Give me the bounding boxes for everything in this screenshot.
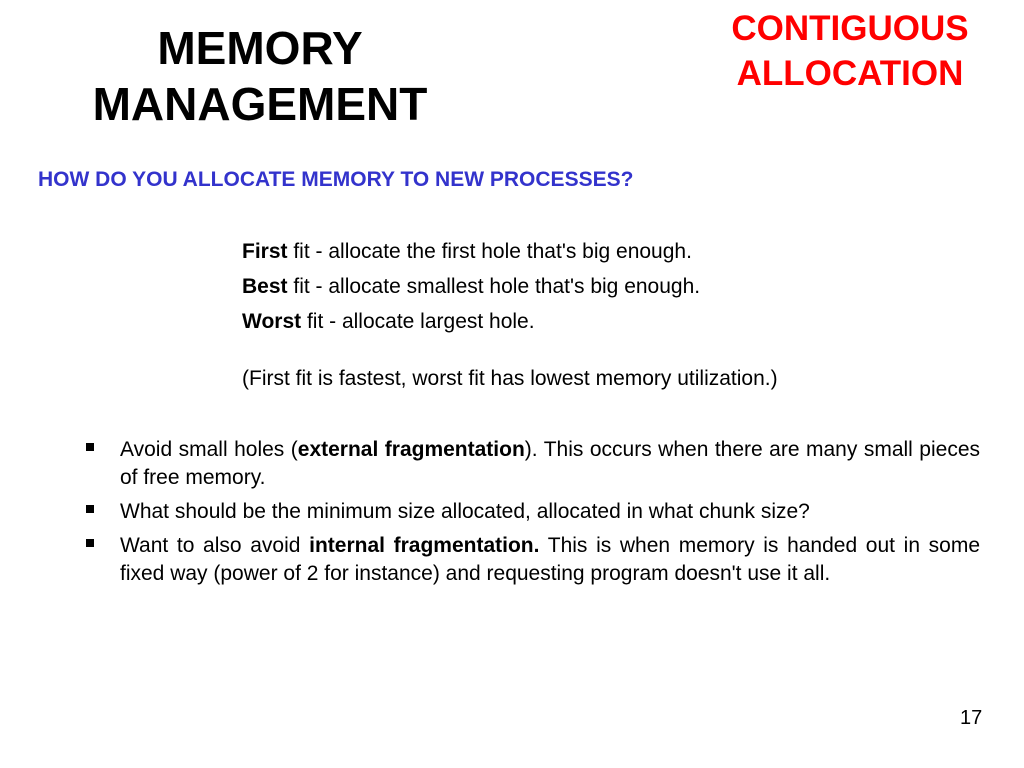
fit-strategies-list [242,234,700,339]
fit-term: Best [242,275,288,298]
bullet-text: Want to also avoid [120,534,310,557]
bullet-text: What should be the minimum size allocated, allocated in what chunk size? [120,500,810,523]
fit-item-worst [242,304,700,339]
fit-item-best [242,269,700,304]
fit-description: fit - allocate largest hole. [301,310,535,333]
bullet-item-minimum-size [86,498,980,526]
section-title-line-1: CONTIGUOUS [731,9,969,48]
page-number: 17 [960,707,983,729]
bullet-text: ). This occurs when there are many small pieces of free memory. [120,438,980,489]
section-title-line-2: ALLOCATION [736,54,964,93]
section-title [700,6,1000,96]
fit-description: fit - allocate the first hole that's big enough. [287,240,692,263]
bullet-text: Avoid small holes ( [120,438,298,461]
square-bullet-icon [86,505,94,513]
fit-description: fit - allocate smallest hole that's big enough. [287,275,701,298]
bullet-item-internal-fragmentation [86,532,980,588]
square-bullet-icon [86,443,94,451]
fit-comparison-note: (First fit is fastest, worst fit has lowest memory utilization.) [242,367,778,390]
fit-term: Worst [242,310,302,333]
square-bullet-icon [86,539,94,547]
fit-item-first [242,234,700,269]
bullet-item-external-fragmentation [86,436,980,492]
bullet-list [86,436,980,594]
question-heading: HOW DO YOU ALLOCATE MEMORY TO NEW PROCESSES? [38,168,634,191]
fit-term: First [242,240,288,263]
bullet-emphasis: internal fragmentation. [309,534,540,557]
bullet-emphasis: external fragmentation [297,438,525,461]
bullet-text: This is when memory is handed out in some fixed way (power of 2 for instance) and requesting program doesn't use it all. [120,534,981,585]
slide-title [40,20,480,132]
slide-title-line-1: MEMORY [157,22,363,74]
slide-title-line-2: MANAGEMENT [92,78,428,130]
